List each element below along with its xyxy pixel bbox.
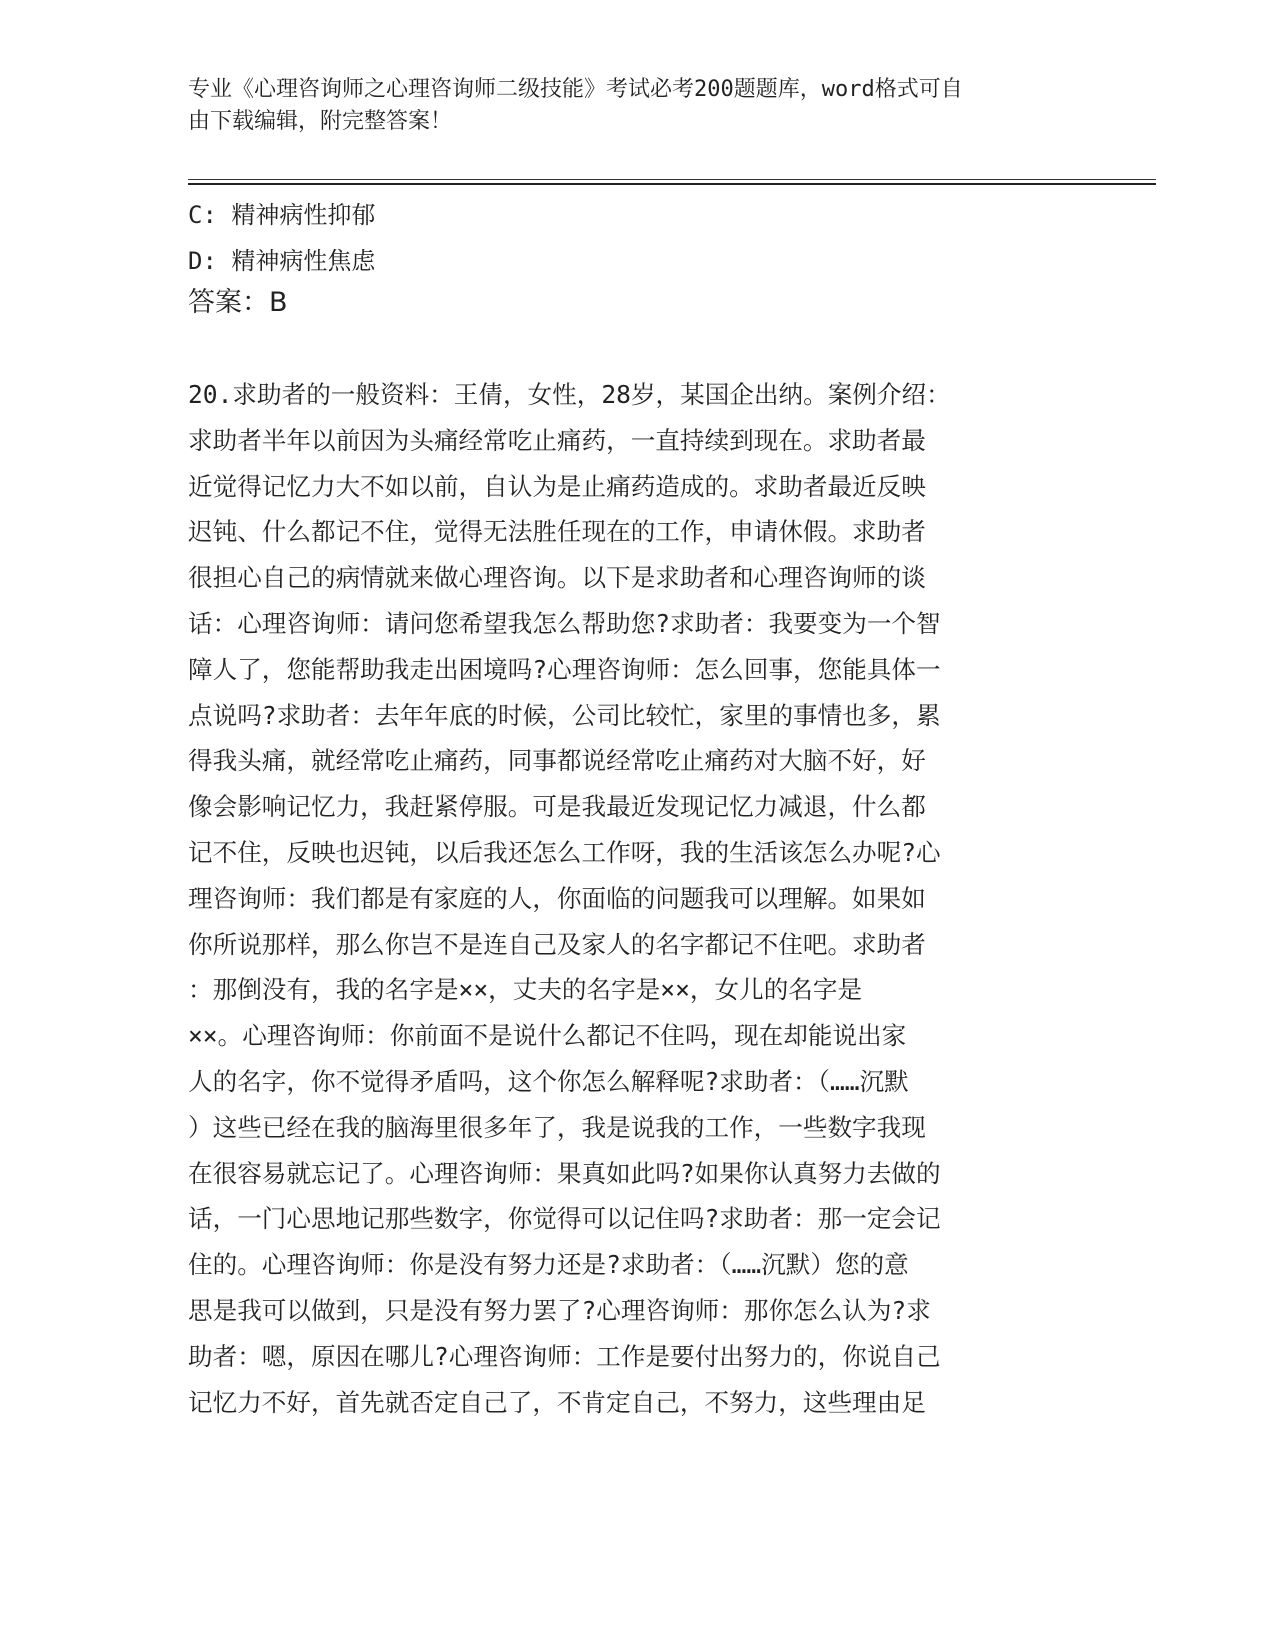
- question-line: 像会影响记忆力，我赶紧停服。可是我最近发现记忆力减退，什么都: [188, 792, 926, 822]
- header-title-line-1: 专业《心理咨询师之心理咨询师二级技能》考试必考200题题库，word格式可自: [188, 77, 963, 102]
- option-c-letter: C:: [188, 201, 217, 229]
- answer-label: 答案：: [188, 287, 269, 318]
- question-line: ××。心理咨询师：你前面不是说什么都记不住吗，现在却能说出家: [188, 1021, 907, 1051]
- question-line: 在很容易就忘记了。心理咨询师：果真如此吗?如果你认真努力去做的: [188, 1158, 941, 1188]
- header-title-line-2: 由下载编辑，附完整答案！: [188, 109, 453, 134]
- question-line: 近觉得记忆力大不如以前，自认为是止痛药造成的。求助者最近反映: [188, 471, 926, 501]
- answer-value: B: [269, 287, 288, 318]
- question-line: ：那倒没有，我的名字是××，丈夫的名字是××，女儿的名字是: [188, 975, 863, 1005]
- question-line: 话：心理咨询师：请问您希望我怎么帮助您?求助者：我要变为一个智: [188, 608, 941, 638]
- header-divider-thick: [188, 183, 1156, 185]
- option-c: [188, 192, 375, 238]
- question-line: 求助者半年以前因为头痛经常吃止痛药，一直持续到现在。求助者最: [188, 425, 926, 455]
- answer-options: [188, 192, 375, 284]
- question-line: 记不住，反映也迟钝，以后我还怎么工作呀，我的生活该怎么办呢?心: [188, 837, 941, 867]
- question-line: 20.求助者的一般资料：王倩，女性，28岁，某国企出纳。案例介绍：: [188, 380, 951, 409]
- question-line: 迟钝、什么都记不住，觉得无法胜任现在的工作，申请休假。求助者: [188, 517, 926, 547]
- option-d: [188, 238, 375, 284]
- document-header: [188, 74, 1068, 138]
- question-line: 得我头痛，就经常吃止痛药，同事都说经常吃止痛药对大脑不好，好: [188, 746, 926, 776]
- question-20: [188, 372, 1078, 1425]
- question-line: 记忆力不好，首先就否定自己了，不肯定自己，不努力，这些理由足: [188, 1387, 926, 1417]
- question-line: 你所说那样，那么你岂不是连自己及家人的名字都记不住吧。求助者: [188, 929, 926, 959]
- question-line: 很担心自己的病情就来做心理咨询。以下是求助者和心理咨询师的谈: [188, 563, 926, 593]
- answer-line: [188, 280, 288, 326]
- question-line: 人的名字，你不觉得矛盾吗，这个你怎么解释呢?求助者：（……沉默: [188, 1066, 909, 1096]
- option-c-text: 精神病性抑郁: [231, 201, 376, 229]
- question-line: 理咨询师：我们都是有家庭的人，你面临的问题我可以理解。如果如: [188, 883, 926, 913]
- header-divider-thin: [188, 179, 1156, 180]
- option-d-text: 精神病性焦虑: [231, 247, 376, 275]
- question-line: ）这些已经在我的脑海里很多年了，我是说我的工作，一些数字我现: [188, 1112, 926, 1142]
- question-line: 点说吗?求助者：去年年底的时候，公司比较忙，家里的事情也多，累: [188, 700, 941, 730]
- question-line: 思是我可以做到，只是没有努力罢了?心理咨询师：那你怎么认为?求: [188, 1295, 931, 1325]
- question-line: 助者：嗯，原因在哪儿?心理咨询师：工作是要付出努力的，你说自己: [188, 1341, 941, 1371]
- question-line: 住的。心理咨询师：你是没有努力还是?求助者：（……沉默）您的意: [188, 1250, 909, 1280]
- option-d-letter: D:: [188, 247, 217, 275]
- question-line: 话，一门心思地记那些数字，你觉得可以记住吗?求助者：那一定会记: [188, 1204, 941, 1234]
- question-line: 障人了，您能帮助我走出困境吗?心理咨询师：怎么回事，您能具体一: [188, 654, 941, 684]
